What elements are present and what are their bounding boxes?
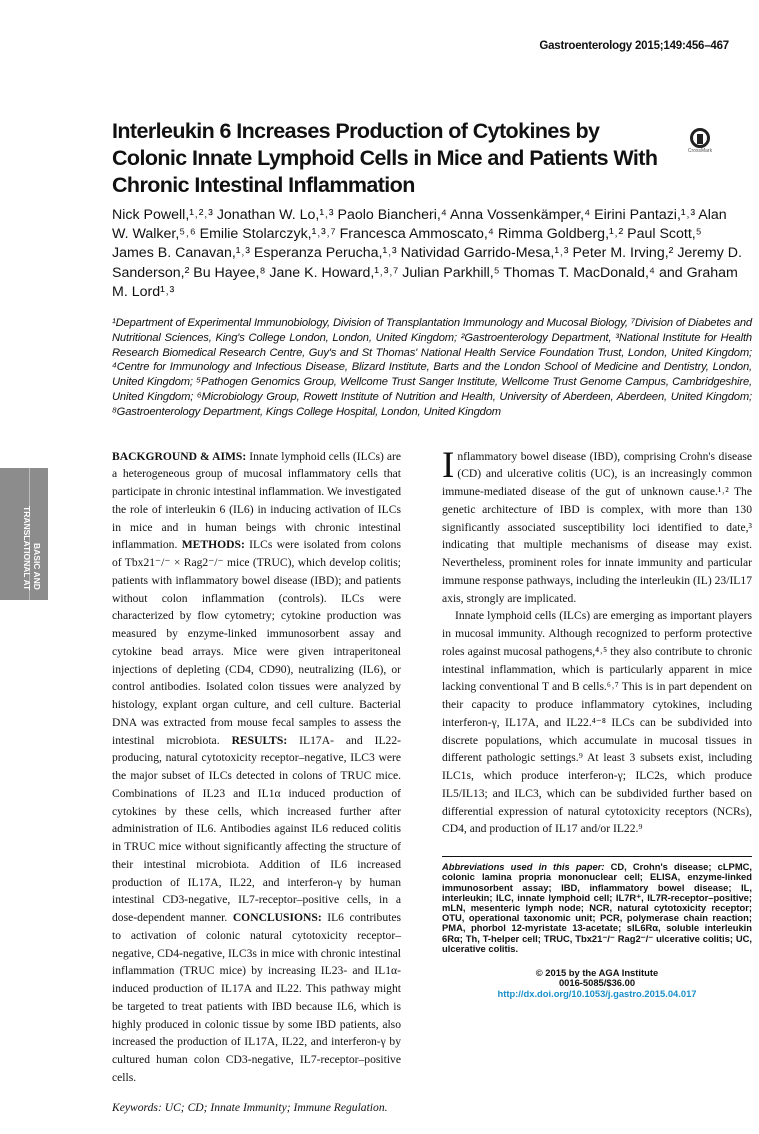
journal-citation: Gastroenterology 2015;149:456–467 <box>539 40 729 52</box>
author-list: Nick Powell,¹˒²˒³ Jonathan W. Lo,¹˒³ Paolo Biancheri,⁴ Anna Vossenkämper,⁴ Eirini Pantazi,¹˒³ Alan W. Walker,⁵˒⁶ Emilie Stolarczyk,¹˒³˒⁷ Francesca Ammoscato,⁴ Rimma Goldberg,¹˒² Paul Scott,⁵ James B. Canavan,¹˒³ Esperanza Perucha,¹˒³ Natividad Garrido-Mesa,¹˒³ Peter M. Irving,² Jeremy D. Sanderson,² Bu Hayee,⁸ Jane K. Howard,¹˒³˒⁷ Julian Parkhill,⁵ Thomas T. MacDonald,⁴ and Graham M. Lord¹˒³ <box>112 207 742 300</box>
abstract-methods: ILCs were isolated from colons of Tbx21⁻/⁻ × Rag2⁻/⁻ mice (TRUC), which develop colitis; patients with inflammatory bowel disease (IBD); and patients without colon inflammation (controls). ILCs were characterized by flow cytometry; cytokine production was measured by enzyme-linked immunosorbent assay and cytokine bead arrays. Mice were given intraperitoneal injections of depleting (CD4, CD90), neutralizing (IL6), or control antibodies. Isolated colon tissues were analyzed by histology, explant organ culture, and cell culture. Bacterial DNA was extracted from mouse fecal samples to assess the intestinal microbiota. <box>112 538 401 747</box>
abstract-results: IL17A- and IL22-producing, natural cytotoxicity receptor–negative, ILC3 were the major subset of ILCs detected in colons of TRUC mice. Combinations of IL23 and IL1α induced production of cytokines by these cells, which increased further after administration of IL6. Antibodies against IL6 reduced colitis in TRUC mice without significantly affecting the structure of their intestinal microbiota. Addition of IL6 increased production of IL17A, IL22, and interferon-γ by human intestinal CD3-negative, IL7-receptor–positive cells, in a dose-dependent manner. <box>112 733 401 925</box>
doi-link[interactable]: http://dx.doi.org/10.1053/j.gastro.2015.04.017 <box>497 987 697 999</box>
footnote-divider <box>442 856 752 857</box>
side-tab-label: BASIC AND TRANSLATIONAL AT <box>22 505 42 590</box>
copyright: © 2015 by the AGA Institute <box>535 966 659 978</box>
body-text <box>442 444 752 839</box>
body-paragraph <box>442 444 752 608</box>
section-side-tab <box>0 468 48 600</box>
abstract-background-label: BACKGROUND & AIMS: <box>112 449 247 463</box>
abstract-conclusions: IL6 contributes to activation of colonic natural cytotoxicity receptor–negative, CD4-negative, ILC3s in mice with chronic intestinal inflammation (TRUC mice) by increasing IL23- and IL1α-induced production of IL17A and IL22. This pathway might be targeted to treat patients with IBD because IL6, which is highly produced in colonic tissue by some IBD patients, also increased the production of IL17A, IL22, and interferon-γ by cultured human colon CD3-negative, IL7-receptor–positive cells. <box>112 911 401 1084</box>
body-paragraph: Innate lymphoid cells (ILCs) are emerging as important players in mucosal immunity. Although recognized to perform protective roles against mucosal pathogens,⁴˒⁵ they also contribute to chronic intestinal inflammation, which is particularly apparent in mice lacking conventional T and B cells.⁶˒⁷ This is in part dependent on their capacity to produce inflammatory cytokines, including interferon-γ, IL17A, and IL22.⁴⁻⁸ ILCs can be subdivided into discrete populations, which accumulate in mucosal tissues in different pathologic settings.⁹ At least 3 subsets exist, including ILC1s, which produce interferon-γ; ILC2s, which produce IL5/IL13; and ILC3, which can be subdivided further based on differential expression of natural cytotoxicity receptors (NCRs), CD4, and production of IL17 and/or IL22.⁹ <box>442 609 752 836</box>
abstract-methods-label: METHODS: <box>181 538 245 552</box>
abstract-background: Innate lymphoid cells (ILCs) are a heterogeneous group of mucosal inflammatory cells that participate in chronic intestinal inflammation. We investigated the role of interleukin 6 (IL6) in inducing activation of ILCs in mice and in human beings with chronic intestinal inflammation. <box>112 449 401 552</box>
keywords: Keywords: UC; CD; Innate Immunity; Immune Regulation. <box>112 1100 388 1114</box>
abstract-results-label: RESULTS: <box>231 733 288 747</box>
abbreviations-text: CD, Crohn's disease; cLPMC, colonic lamina propria mononuclear cell; ELISA, enzyme-linked immunosorbent assay; IBD, inflammatory bowel disease; IL, interleukin; ILC, innate lymphoid cell; IL7R⁺, IL7R-receptor–positive; mLN, mesenteric lymph node; NCR, natural cytotoxicity receptor; OTU, operational taxonomic unit; PCR, polymerase chain reaction; PMA, phorbol 12-myristate 13-acetate; sIL6Rα, soluble interleukin 6Rα; Th, T-helper cell; TRUC, Tbx21⁻/⁻ Rag2⁻/⁻ ulcerative colitis; UC, ulcerative colitis. <box>442 861 752 954</box>
article-title: Interleukin 6 Increases Production of Cytokines by Colonic Innate Lymphoid Cells in Mice and Patients With Chronic Intestinal Inflammation <box>112 119 658 197</box>
copyright-footer <box>442 968 752 1000</box>
crossmark-icon <box>690 128 710 148</box>
crossmark-label: CrossMark <box>687 148 713 154</box>
affiliations: ¹Department of Experimental Immunobiology, Division of Transplantation Immunology and Mucosal Biology, ⁷Division of Diabetes and Nutritional Sciences, King's College London, London, United Kingdom; ²Gastroenterology Department, ³National Institute for Health Research Biomedical Research Centre, Guy's and St Thomas' National Health Service Foundation Trust, London, United Kingdom; ⁴Centre for Immunology and Infectious Disease, Blizard Institute, Barts and the London School of Medicine and Dentistry, London, United Kingdom; ⁵Pathogen Genomics Group, Wellcome Trust Sanger Institute, Wellcome Trust Genome Campus, Cambridgeshire, United Kingdom; ⁶Microbiology Group, Rowett Institute of Nutrition and Health, University of Aberdeen, Aberdeen, United Kingdom; ⁸Gastroenterology Department, Kings College Hospital, London, United Kingdom <box>112 317 752 418</box>
price: 0016-5085/$36.00 <box>558 977 636 989</box>
abstract-conclusions-label: CONCLUSIONS: <box>232 911 322 925</box>
drop-cap: I <box>442 444 455 486</box>
abbreviations <box>442 862 752 954</box>
abbreviations-lead: Abbreviations used in this paper: <box>442 861 605 873</box>
crossmark-badge[interactable] <box>680 128 720 154</box>
body-paragraph-text: nflammatory bowel disease (IBD), comprising Crohn's disease (CD) and ulcerative colitis (UC), is an increasingly common immune-mediated disease of the gut of unknown cause.¹˒² The genetic architecture of IBD is complex, with more than 130 significantly associated susceptibility loci identified to date,³ indicating that multiple mechanisms of disease may exist. Nevertheless, prominent roles for innate immunity and particular immune response pathways, including the interleukin (IL) 23/IL17 axis, strongly are implicated. <box>442 449 752 605</box>
abstract <box>112 448 401 1087</box>
